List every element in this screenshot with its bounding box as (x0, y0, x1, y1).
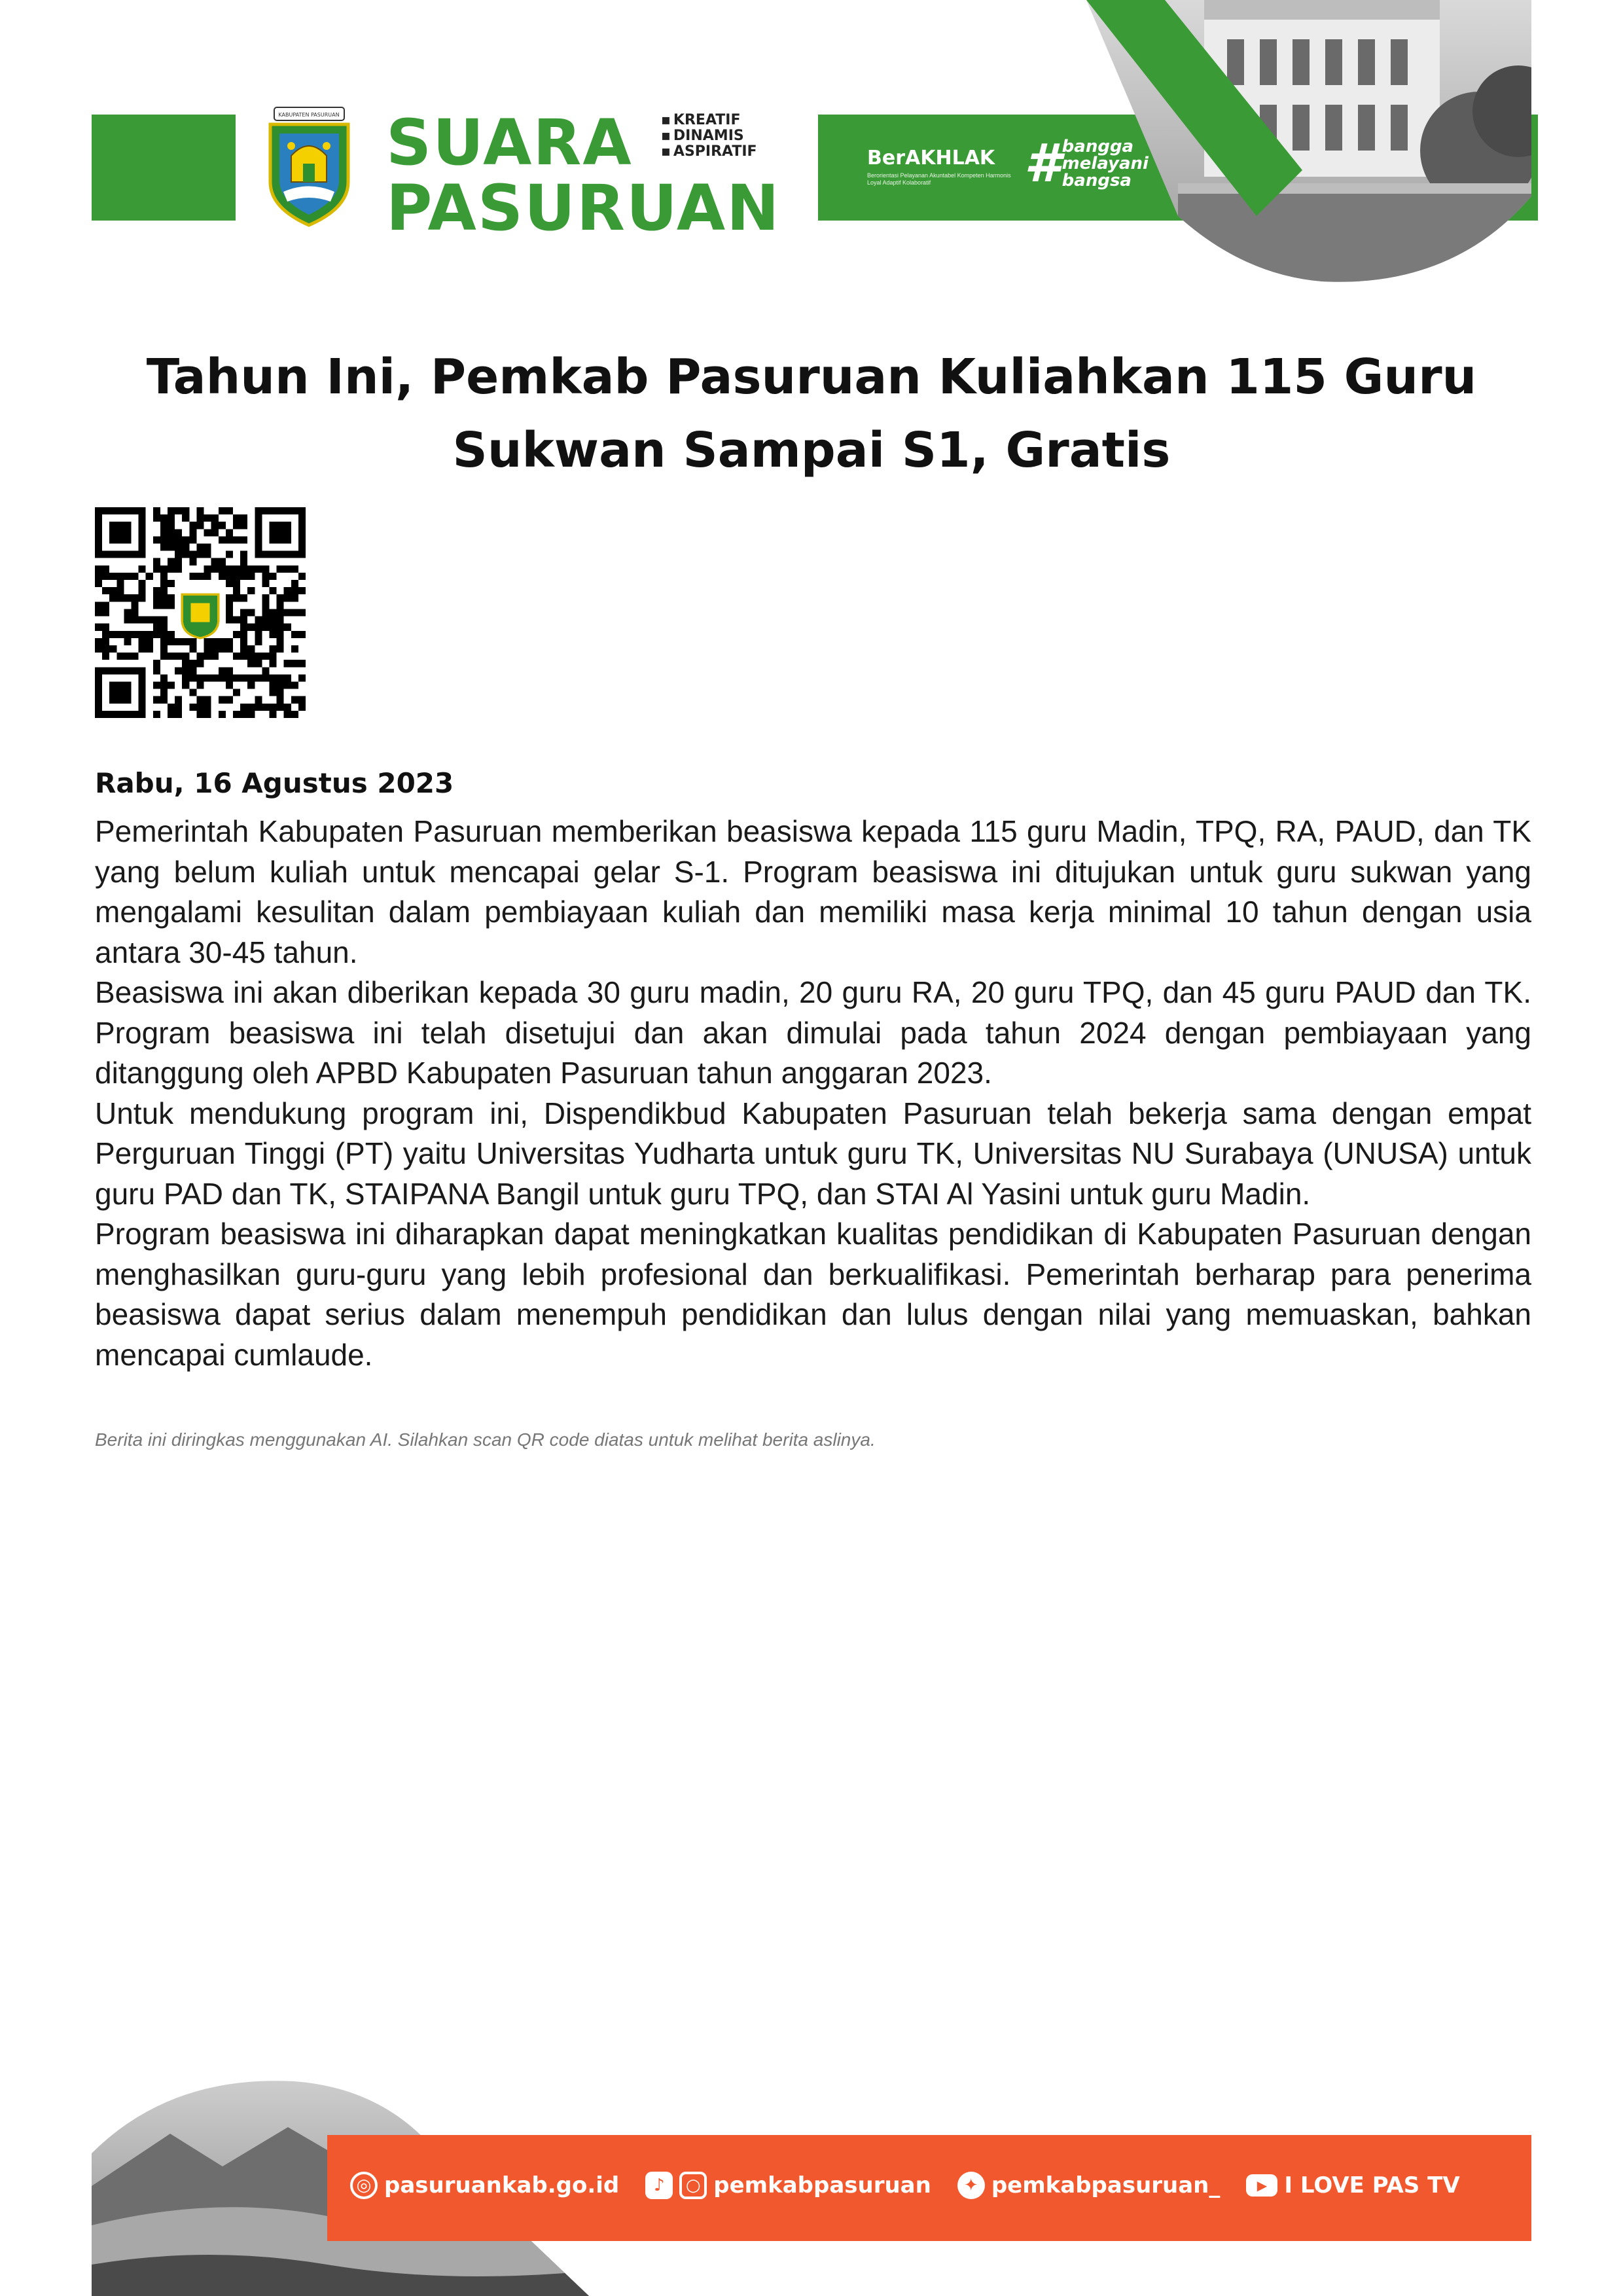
footer-youtube-link[interactable] (1246, 2172, 1459, 2198)
qr-code-icon[interactable] (95, 507, 306, 718)
hashtag-word-bangsa: bangsa (1061, 171, 1132, 190)
brand-line-pasuruan: PASURUAN (386, 171, 781, 245)
youtube-icon: ▶ (1246, 2174, 1277, 2197)
footer-youtube-text: I LOVE PAS TV (1284, 2172, 1460, 2198)
footer-social-text: pemkabpasuruan (713, 2172, 931, 2198)
article-paragraph-4: Program beasiswa ini diharapkan dapat meningkatkan kualitas pendidikan di Kabupaten Pasuruan dengan menghasilkan guru-guru yang lebih profesional dan berkualifikasi. Pemerintah berharap para penerima beasiswa dapat serius dalam menempuh pendidikan dan lulus dengan nilai yang memuaskan, bahkan mencapai cumlaude. (95, 1217, 1531, 1372)
tagline-aspiratif: ▪ ASPIRATIF (661, 144, 757, 160)
brand-line-suara: SUARA (386, 106, 633, 179)
berakhlak-subtitle: Berorientasi Pelayanan Akuntabel Kompeten Harmonis Loyal Adaptif Kolaboratif (867, 172, 1011, 186)
article-date: Rabu, 16 Agustus 2023 (95, 767, 454, 799)
article-title (92, 340, 1531, 487)
article-paragraph-1: Pemerintah Kabupaten Pasuruan memberikan beasiswa kepada 115 guru Madin, TPQ, RA, PAUD, dan TK yang belum kuliah untuk mencapai gelar S-1. Program beasiswa ini ditujukan untuk guru sukwan yang mengalami kesulitan dalam pembiayaan kuliah dan memiliki masa kerja minimal 10 tahun dengan usia antara 30-45 tahun. (95, 814, 1531, 969)
svg-text:KABUPATEN PASURUAN: KABUPATEN PASURUAN (278, 112, 340, 118)
brand-taglines (661, 113, 757, 160)
footer-social-link[interactable] (645, 2172, 931, 2199)
kabupaten-pasuruan-crest-logo (265, 103, 353, 228)
tagline-kreatif: ▪ KREATIF (661, 113, 757, 128)
twitter-icon: ✦ (957, 2172, 985, 2199)
building-photo-icon (1086, 0, 1531, 288)
header-green-bar-left (92, 115, 236, 221)
berakhlak-title: BerAKHLAK (867, 147, 995, 170)
footer-twitter-link[interactable] (957, 2172, 1221, 2199)
title-line-2: Sukwan Sampai S1, Gratis (452, 422, 1171, 478)
tiktok-icon: ♪ (645, 2172, 673, 2199)
instagram-icon: ○ (679, 2172, 707, 2199)
hashtag-word-melayani: melayani (1061, 154, 1149, 173)
footer-links (350, 2172, 1486, 2199)
article-body (95, 812, 1531, 1375)
footer-website-link[interactable] (350, 2172, 619, 2199)
hashtag-icon: # (1024, 133, 1061, 194)
globe-icon: ◎ (350, 2172, 378, 2199)
bangga-melayani-bangsa-logo (1024, 133, 1149, 194)
footer-website-text: pasuruankab.go.id (384, 2172, 620, 2198)
article-paragraph-2: Beasiswa ini akan diberikan kepada 30 guru madin, 20 guru RA, 20 guru TPQ, dan 45 guru PAUD dan TK. Program beasiswa ini telah disetujui dan akan dimulai pada tahun 2024 dengan pembiayaan yang ditanggung oleh APBD Kabupaten Pasuruan tahun anggaran 2023. (95, 975, 1531, 1090)
title-line-1: Tahun Ini, Pemkab Pasuruan Kuliahkan 115 Guru (146, 349, 1477, 405)
article-paragraph-3: Untuk mendukung program ini, Dispendikbud Kabupaten Pasuruan telah bekerja sama dengan empat Perguruan Tinggi (PT) yaitu Universitas Yudharta untuk guru TK, Universitas NU Surabaya (UNUSA) untuk guru PAD dan TK, STAIPANA Bangil untuk guru TPQ, dan STAI Al Yasini untuk guru Madin. (95, 1096, 1531, 1211)
tagline-dinamis: ▪ DINAMIS (661, 128, 757, 144)
berakhlak-logo (867, 147, 1011, 187)
ai-summary-note: Berita ini diringkas menggunakan AI. Silahkan scan QR code diatas untuk melihat berita aslinya. (95, 1429, 876, 1450)
footer-twitter-text: pemkabpasuruan_ (991, 2172, 1221, 2198)
hashtag-word-bangga: bangga (1061, 137, 1134, 156)
